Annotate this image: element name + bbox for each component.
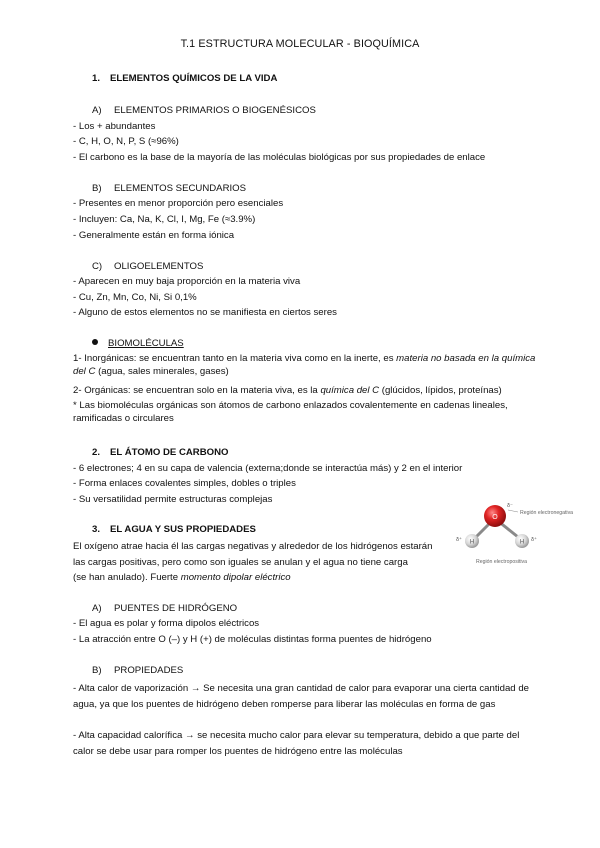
section-3a-label: A) [92,603,102,614]
list-item: - 6 electrones; 4 en su capa de valencia (externa;donde se interactúa más) y 2 en el interior [73,463,463,474]
agua-intro-line: El oxígeno atrae hacia él las cargas negativas y alrededor de los hidrógenos estarán [73,541,433,552]
section-3b-title: PROPIEDADES [114,665,184,676]
document-title: T.1 ESTRUCTURA MOLECULAR - BIOQUÍMICA [180,38,420,50]
list-item: - Su versatilidad permite estructuras complejas [73,494,273,505]
section-1c-label: C) [92,261,103,272]
list-item: - Los + abundantes [73,121,156,132]
section-1-number: 1. [92,73,101,84]
organicas-suffix: (glúcidos, lípidos, proteínas) [379,385,502,396]
section-1-heading [92,73,277,86]
delta-positive-label: δ⁺ [456,537,462,543]
section-1b-label: B) [92,183,102,194]
biomoleculas-note: * Las biomoléculas orgánicas son átomos de carbono enlazados covalentemente en cadenas lineales, ramificadas o circulares [73,400,508,424]
section-1a-label: A) [92,105,102,116]
list-item: - C, H, O, N, P, S (≈96%) [73,136,179,147]
section-3-heading [92,524,256,537]
list-item: - El agua es polar y forma dipolos eléctricos [73,618,260,629]
propiedad-vaporizacion: - Alta calor de vaporización → Se necesita una gran cantidad de calor para evaporar una cierta cantidad de agua, ya que los puentes de hidrógeno deben romperse para liberar las moléculas en forma de gas [73,683,529,710]
inorganicas-paragraph [73,353,538,378]
section-1c-title: OLIGOELEMENTOS [114,261,204,272]
section-3-title: EL AGUA Y SUS PROPIEDADES [110,524,256,535]
hydrogen-atom-label: H [519,539,525,546]
section-3b-heading [92,665,183,678]
hydrogen-atom-label: H [469,539,475,546]
section-1b-title: ELEMENTOS SECUNDARIOS [114,183,247,194]
list-item: - Forma enlaces covalentes simples, dobles o triples [73,478,296,489]
list-item: - Incluyen: Ca, Na, K, Cl, I, Mg, Fe (≈3.9%) [73,214,256,225]
section-1b-heading [92,183,246,196]
section-1a-title: ELEMENTOS PRIMARIOS O BIOGENÉSICOS [114,105,316,116]
region-electronegativa-label: Región electronegativa [520,510,574,516]
delta-negative-label: δ⁻ [507,503,513,509]
biomoleculas-heading [92,338,184,351]
inorganicas-suffix: (agua, sales minerales, gases) [95,365,229,377]
section-3a-title: PUENTES DE HIDRÓGENO [114,603,238,614]
organicas-text: 2- Orgánicas: se encuentran solo en la materia viva, es la [73,385,321,396]
list-item: - El carbono es la base de la mayoría de las moléculas biológicas por sus propiedades de enlace [73,152,486,163]
region-electropositiva-label: Región electropositiva [476,559,528,565]
list-item: - Generalmente están en forma iónica [73,230,235,241]
section-1-title: ELEMENTOS QUÍMICOS DE LA VIDA [110,73,278,84]
oxygen-atom-label: O [492,514,498,521]
list-item: - Cu, Zn, Mn, Co, Ni, Si 0,1% [73,292,197,303]
section-1c-heading [92,261,203,274]
section-3-number: 3. [92,524,101,535]
agua-intro-text: (se han anulado). Fuerte [73,572,181,583]
biomoleculas-title: BIOMOLÉCULAS [108,338,184,349]
bullet-icon [92,339,98,345]
callout-line [508,510,518,512]
water-molecule-figure [448,497,582,573]
organicas-italic: química del C [320,385,380,396]
section-3a-heading [92,603,237,616]
inorganicas-text: 1- Inorgánicas: se encuentran tanto en la materia viva como en la inerte, es [73,353,397,364]
organicas-paragraph [73,385,538,398]
section-2-title: EL ÁTOMO DE CARBONO [110,447,229,458]
section-3b-label: B) [92,665,102,676]
section-2-number: 2. [92,447,101,458]
propiedad-capacidad-calorifica: - Alta capacidad calorífica → se necesita mucho calor para elevar su temperatura, debido a que parte del calor se debe usar para romper los puentes de hidrógeno entre las moléculas [73,730,520,757]
inorganicas-italic: materia no basada en la química del C [73,353,536,377]
agua-intro-line: las cargas positivas, pero como son iguales se anulan y el agua no tiene carga [73,557,408,568]
section-2-heading [92,447,229,460]
list-item: - Presentes en menor proporción pero esenciales [73,198,284,209]
list-item: - Alguno de estos elementos no se manifiesta en ciertos seres [73,307,337,318]
list-item: - Aparecen en muy baja proporción en la materia viva [73,276,301,287]
delta-positive-label: δ⁺ [531,537,537,543]
agua-intro-line [73,572,448,585]
list-item: - La atracción entre O (–) y H (+) de moléculas distintas forma puentes de hidrógeno [73,634,432,645]
section-1a-heading [92,105,316,118]
agua-intro-italic: momento dipolar eléctrico [180,572,291,583]
